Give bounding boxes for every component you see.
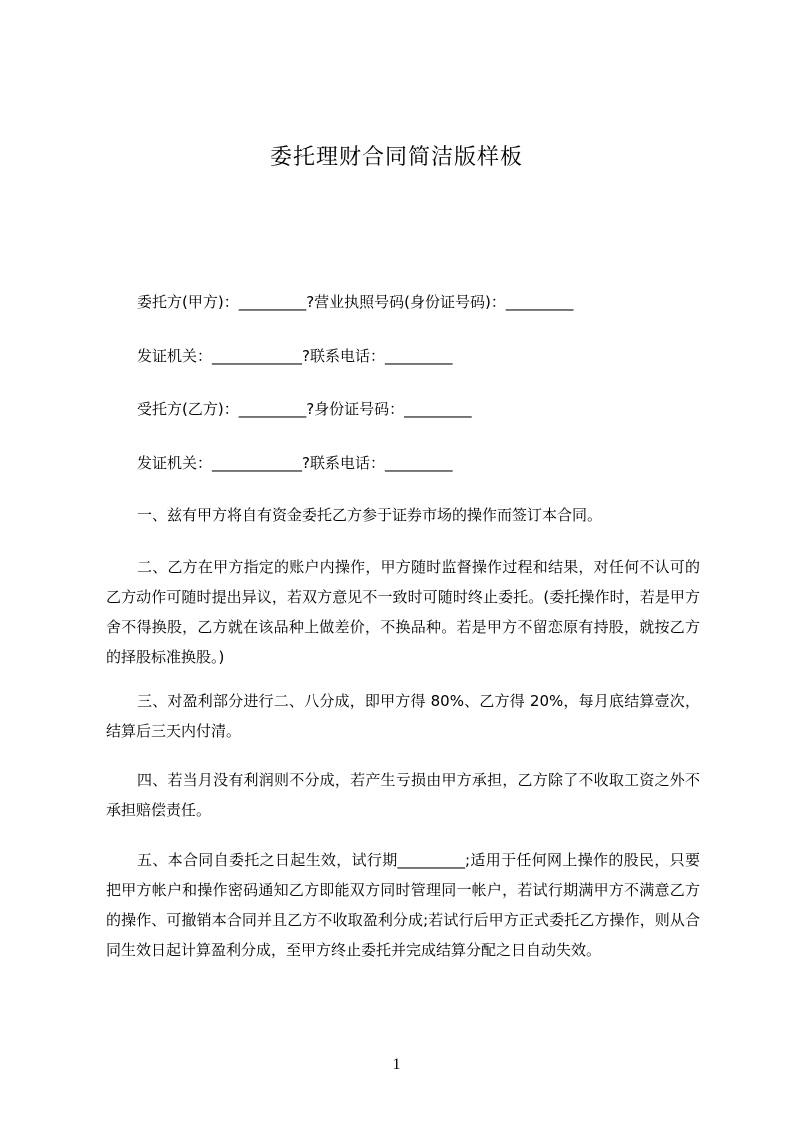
clause-4: 四、若当月没有利润则不分成，若产生亏损由甲方承担，乙方除了不收取工资之外不承担赔偿责任。 — [106, 771, 700, 819]
party-b-issuer-field: 发证机关：____________?联系电话：_________ — [137, 454, 453, 472]
clause-2: 二、乙方在甲方指定的账户内操作，甲方随时监督操作过程和结果，对任何不认可的乙方动作可随时提出异议，若双方意见不一致时可随时终止委托。(委托操作时，若是甲方舍不得换股，乙方就在该品种上做差价，不换品种。若是甲方不留恋原有持股，就按乙方的择股标准换股。) — [106, 558, 700, 666]
party-a-field: 委托方(甲方)：_________?营业执照号码(身份证号码)：_________ — [137, 293, 574, 311]
page-number: 1 — [392, 1056, 401, 1073]
clause-1: 一、兹有甲方将自有资金委托乙方参于证券市场的操作而签订本合同。 — [137, 506, 603, 524]
document-title: 委托理财合同简洁版样板 — [269, 145, 523, 170]
clause-5: 五、本合同自委托之日起生效，试行期_________;适用于任何网上操作的股民，只要把甲方帐户和操作密码通知乙方即能双方同时管理同一帐户，若试行期满甲方不满意乙方的操作、可撤销本合同并且乙方不收取盈利分成;若试行后甲方正式委托乙方操作，则从合同生效日起计算盈利分成，至甲方终止委托并完成结算分配之日自动失效。 — [106, 851, 700, 959]
party-a-issuer-field: 发证机关：____________?联系电话：_________ — [137, 347, 453, 365]
party-b-field: 受托方(乙方)：_________?身份证号码：_________ — [137, 400, 472, 418]
clause-3: 三、对盈利部分进行二、八分成，即甲方得 80%、乙方得 20%，每月底结算壹次，结算后三天内付清。 — [106, 692, 700, 740]
